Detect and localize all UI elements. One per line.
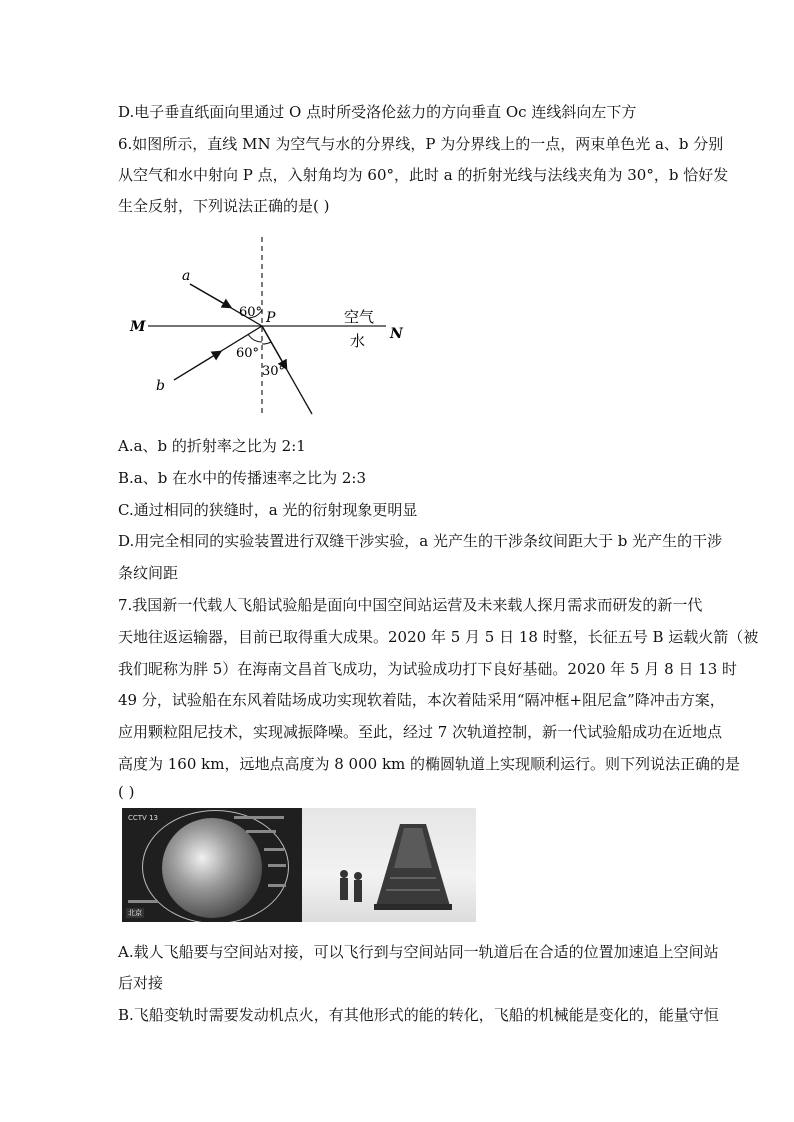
city-label: 北京	[128, 909, 142, 917]
label-b: b	[156, 378, 165, 394]
option-6d-line-1: D.用完全相同的实验装置进行双缝干涉实验，a 光产生的干涉条纹间距大于 b 光产生的干涉	[118, 532, 723, 550]
angle-arc-refr	[262, 342, 271, 344]
option-5d: D.电子垂直纸面向里通过 O 点时所受洛伦兹力的方向垂直 Oc 连线斜向左下方	[118, 103, 637, 121]
angle-label-b: 60°	[236, 346, 260, 361]
angle-label-refraction: 30°	[262, 364, 286, 379]
question-7-line-4: 49 分，试验船在东风着陆场成功实现软着陆，本次着陆采用“隔冲框+阻尼盒”降冲击方案，	[118, 691, 725, 709]
label-P: P	[266, 310, 276, 326]
tv-channel-label: CCTV 13	[128, 814, 158, 822]
overlay-tag	[264, 848, 284, 851]
question-6-line-2: 从空气和水中射向 P 点，入射角均为 60°，此时 a 的折射光线与法线夹角为 30°，b 恰好发	[118, 166, 729, 184]
question-7-line-6: 高度为 160 km，远地点高度为 8 000 km 的椭圆轨道上实现顺利运行。则下列说法正确的是	[118, 755, 741, 773]
option-7b-line-1: B.飞船变轨时需要发动机点火，有其他形式的能的转化，飞船的机械能是变化的，能量守恒	[118, 1006, 719, 1024]
label-N: N	[390, 326, 403, 342]
question-7-photos	[122, 808, 476, 922]
question-7-line-7: ( )	[118, 783, 135, 801]
question-7-line-5: 应用颗粒阻尼技术，实现减振降噪。至此，经过 7 次轨道控制，新一代试验船成功在近地点	[118, 723, 723, 741]
option-7a-line-1: A.载人飞船要与空间站对接，可以飞行到与空间站同一轨道后在合适的位置加速追上空间站	[118, 943, 719, 961]
label-M: M	[130, 319, 146, 335]
label-a: a	[182, 268, 191, 284]
angle-arc-b	[248, 334, 262, 342]
refraction-diagram	[118, 232, 418, 422]
overlay-tag	[268, 884, 286, 887]
option-6a: A.a、b 的折射率之比为 2:1	[118, 437, 306, 455]
question-7-line-2: 天地往返运输器，目前已取得重大成果。2020 年 5 月 5 日 18 时整，长征五号 B 运载火箭（被	[118, 628, 759, 646]
overlay-tag	[246, 830, 276, 833]
option-6d-line-2: 条纹间距	[118, 564, 179, 582]
option-6b: B.a、b 在水中的传播速率之比为 2:3	[118, 469, 367, 487]
label-water: 水	[350, 332, 366, 350]
question-7-line-3: 我们昵称为胖 5）在海南文昌首飞成功，为试验成功打下良好基础。2020 年 5 月 8 日 13 时	[118, 660, 738, 678]
angle-label-a: 60°	[239, 305, 263, 320]
orbit-photo	[122, 808, 302, 922]
option-6c: C.通过相同的狭缝时，a 光的衍射现象更明显	[118, 501, 418, 519]
question-7-line-1: 7.我国新一代载人飞船试验船是面向中国空间站运营及未来载人探月需求而研发的新一代	[118, 596, 703, 614]
option-7a-line-2: 后对接	[118, 974, 164, 992]
overlay-tag	[128, 900, 158, 903]
landing-photo	[302, 808, 476, 922]
overlay-tag	[268, 864, 286, 867]
earth-globe-icon	[162, 818, 262, 918]
label-air: 空气	[344, 308, 375, 326]
question-6-line-1: 6.如图所示，直线 MN 为空气与水的分界线，P 为分界线上的一点，两束单色光 a、b 分别	[118, 135, 724, 153]
workers-icon	[334, 864, 374, 914]
return-capsule-icon	[370, 818, 456, 914]
question-6-line-3: 生全反射，下列说法正确的是( )	[118, 197, 330, 215]
overlay-tag	[234, 816, 284, 819]
